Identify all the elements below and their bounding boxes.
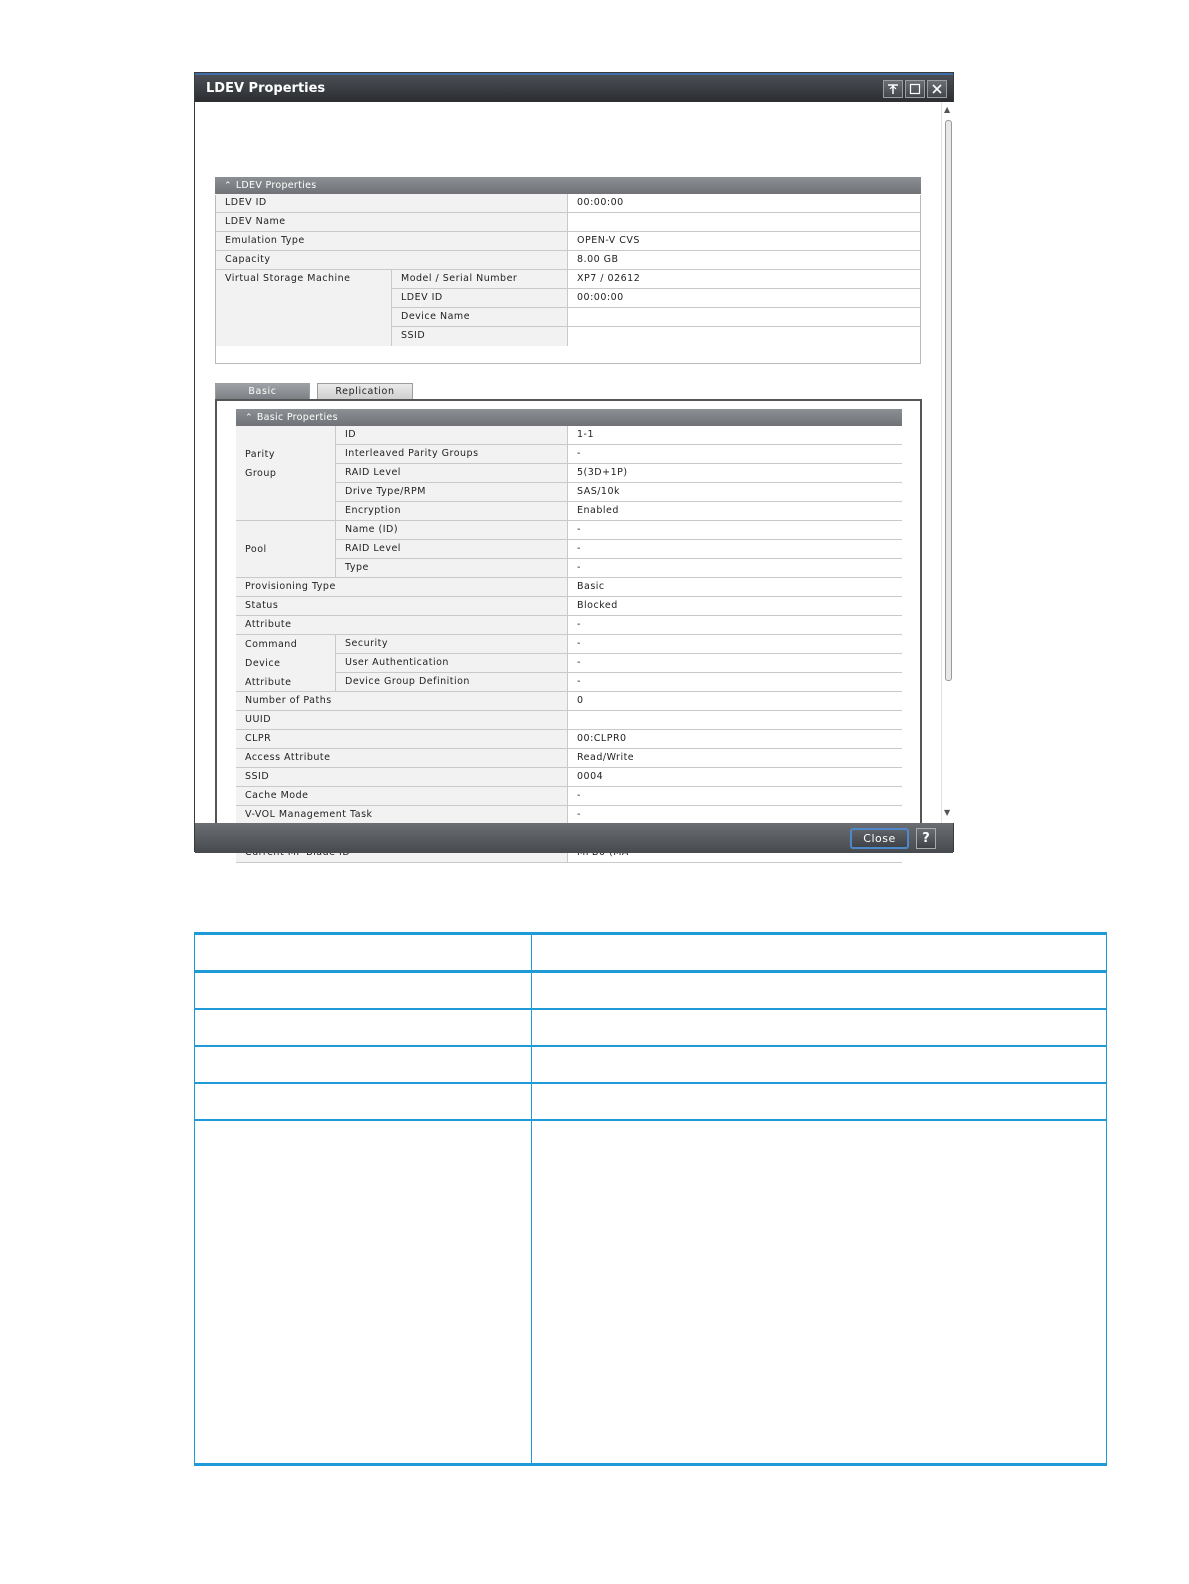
row-value-emulation-type: OPEN-V CVS	[568, 232, 920, 251]
row-label-ldev-name: LDEV Name	[216, 213, 568, 232]
title-bar[interactable]	[195, 73, 953, 102]
table-row	[195, 1084, 1106, 1121]
row-value-encryption: Enabled	[568, 502, 902, 521]
row-value-capacity: 8.00 GB	[568, 251, 920, 270]
table-row	[195, 1047, 1106, 1084]
row-label-attribute: Attribute	[236, 616, 568, 635]
row-value-pg-id: 1-1	[568, 426, 902, 445]
row-value-attribute: -	[568, 616, 902, 635]
row-label-encryption: Encryption	[336, 502, 568, 521]
row-value-ldev-name	[568, 213, 920, 232]
row-label-vsm-ssid: SSID	[392, 327, 568, 346]
row-label-vvol-task: V-VOL Management Task	[236, 806, 568, 825]
row-label-pool-raid-level: RAID Level	[336, 540, 568, 559]
table-header-row	[195, 935, 1106, 973]
row-value-interleaved: -	[568, 445, 902, 464]
row-label-emulation-type: Emulation Type	[216, 232, 568, 251]
table-row	[195, 1121, 1106, 1463]
row-label-ldev-id: LDEV ID	[216, 194, 568, 213]
row-value-pool-type: -	[568, 559, 902, 578]
group-parity-group	[236, 426, 336, 521]
row-value-uuid	[568, 711, 902, 730]
row-label-capacity: Capacity	[216, 251, 568, 270]
row-label-pg-raid-level: RAID Level	[336, 464, 568, 483]
dialog-body	[195, 102, 941, 823]
help-button[interactable]: ?	[916, 828, 936, 849]
window-title: LDEV Properties	[206, 81, 326, 96]
row-label-status: Status	[236, 597, 568, 616]
row-value-vsm-ssid	[568, 327, 920, 346]
row-value-pool-name: -	[568, 521, 902, 540]
description-table	[194, 932, 1107, 1466]
basic-properties-section-header[interactable]: ⌃ Basic Properties	[236, 409, 902, 426]
row-label-pool-type: Type	[336, 559, 568, 578]
table-row	[195, 1010, 1106, 1047]
row-value-device-group-def: -	[568, 673, 902, 692]
row-value-cache-mode: -	[568, 787, 902, 806]
group-virtual-storage-machine: Virtual Storage Machine	[216, 270, 392, 346]
scroll-up-icon[interactable]: ▲	[944, 105, 951, 114]
scrollbar-thumb[interactable]	[945, 120, 952, 681]
row-label-interleaved: Interleaved Parity Groups	[336, 445, 568, 464]
pin-icon[interactable]	[883, 80, 903, 98]
dialog-footer	[195, 823, 953, 853]
row-label-model-serial: Model / Serial Number	[392, 270, 568, 289]
row-value-ssid: 0004	[568, 768, 902, 787]
row-value-number-of-paths: 0	[568, 692, 902, 711]
row-value-ldev-id: 00:00:00	[568, 194, 920, 213]
group-command-device-line3: Attribute	[245, 677, 292, 688]
row-label-pg-id: ID	[336, 426, 568, 445]
tab-replication[interactable]: Replication	[317, 383, 413, 399]
row-label-pool-name: Name (ID)	[336, 521, 568, 540]
row-label-uuid: UUID	[236, 711, 568, 730]
row-value-clpr: 00:CLPR0	[568, 730, 902, 749]
ldev-properties-window	[194, 72, 954, 852]
row-value-provisioning-type: Basic	[568, 578, 902, 597]
close-icon[interactable]	[927, 80, 947, 98]
group-command-device-line2: Device	[245, 658, 281, 669]
group-parity-group-line1: Parity	[245, 449, 276, 460]
row-label-access-attribute: Access Attribute	[236, 749, 568, 768]
row-value-security: -	[568, 635, 902, 654]
row-label-device-name: Device Name	[392, 308, 568, 327]
row-label-cache-mode: Cache Mode	[236, 787, 568, 806]
close-button[interactable]: Close	[850, 828, 909, 849]
row-label-ssid: SSID	[236, 768, 568, 787]
row-value-pg-raid-level: 5(3D+1P)	[568, 464, 902, 483]
row-label-drive-type: Drive Type/RPM	[336, 483, 568, 502]
row-value-vvol-task: -	[568, 806, 902, 825]
table-row	[195, 973, 1106, 1010]
row-label-vsm-ldev-id: LDEV ID	[392, 289, 568, 308]
row-value-status: Blocked	[568, 597, 902, 616]
row-label-security: Security	[336, 635, 568, 654]
row-value-user-auth: -	[568, 654, 902, 673]
row-value-drive-type: SAS/10k	[568, 483, 902, 502]
collapse-chevron-icon[interactable]: ⌃	[224, 181, 232, 191]
scroll-down-icon[interactable]: ▼	[944, 808, 951, 817]
row-value-model-serial: XP7 / 02612	[568, 270, 920, 289]
ldev-properties-section-header[interactable]: ⌃ LDEV Properties	[215, 177, 921, 194]
group-pool: Pool	[236, 521, 336, 578]
row-label-device-group-def: Device Group Definition	[336, 673, 568, 692]
row-value-vsm-ldev-id: 00:00:00	[568, 289, 920, 308]
row-label-number-of-paths: Number of Paths	[236, 692, 568, 711]
group-command-device-attribute	[236, 635, 336, 692]
row-value-device-name	[568, 308, 920, 327]
collapse-chevron-icon[interactable]: ⌃	[245, 413, 253, 423]
row-value-access-attribute: Read/Write	[568, 749, 902, 768]
tab-basic[interactable]: Basic	[215, 383, 310, 399]
row-label-clpr: CLPR	[236, 730, 568, 749]
row-label-provisioning-type: Provisioning Type	[236, 578, 568, 597]
vertical-scrollbar[interactable]	[941, 102, 955, 823]
row-label-user-auth: User Authentication	[336, 654, 568, 673]
maximize-icon[interactable]	[905, 80, 925, 98]
group-command-device-line1: Command	[245, 639, 298, 650]
row-value-pool-raid-level: -	[568, 540, 902, 559]
group-parity-group-line2: Group	[245, 468, 277, 479]
